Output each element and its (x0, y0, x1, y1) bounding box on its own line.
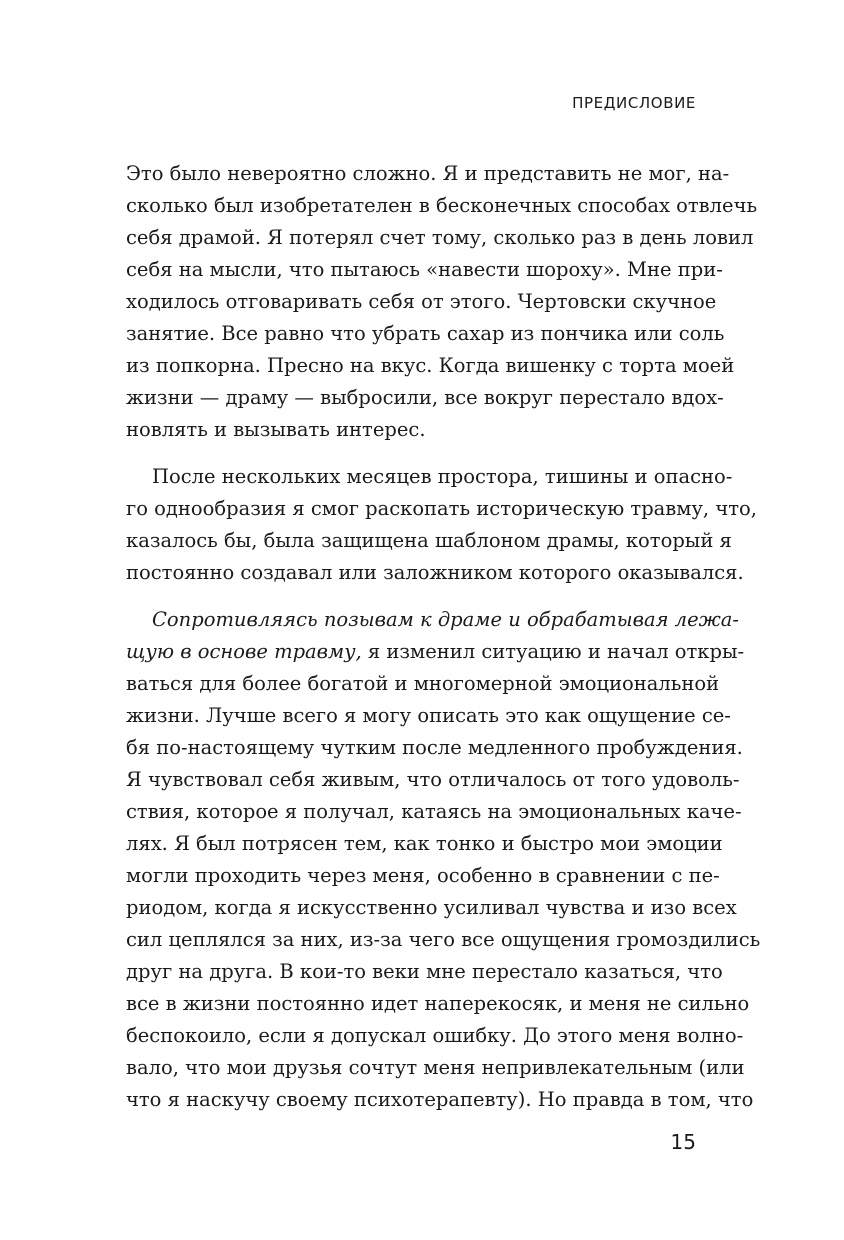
text-line: ствия, которое я получал, катаясь на эмоциональных каче- (126, 800, 742, 823)
text-line: ваться для более богатой и многомерной эмоциональной (126, 672, 720, 695)
text-line: жизни. Лучше всего я могу описать это как ощущение се- (126, 704, 731, 727)
text-line: Это было невероятно сложно. Я и представить не мог, на- (126, 162, 730, 185)
text-line: что я наскучу своему психотерапевту). Но правда в том, что (126, 1088, 754, 1111)
text-line: ходилось отговаривать себя от этого. Чертовски скучное (126, 290, 717, 313)
text-line: занятие. Все равно что убрать сахар из пончика или соль (126, 322, 725, 345)
text-line: все в жизни постоянно идет наперекосяк, и меня не сильно (126, 992, 750, 1015)
text-line: жизни — драму — выбросили, все вокруг перестало вдох- (126, 386, 724, 409)
running-header: ПРЕДИСЛОВИЕ (572, 94, 696, 112)
text-line: бя по-настоящему чутким после медленного пробуждения. (126, 736, 743, 759)
text-line: друг на друга. В кои-то веки мне перестало казаться, что (126, 960, 723, 983)
paragraph-1 (126, 158, 758, 446)
text-line: из попкорна. Пресно на вкус. Когда вишенку с торта моей (126, 354, 735, 377)
text-line: себя драмой. Я потерял счет тому, сколько раз в день ловил (126, 226, 754, 249)
text-line: лях. Я был потрясен тем, как тонко и быстро мои эмоции (126, 832, 723, 855)
text-line: новлять и вызывать интерес. (126, 418, 426, 441)
paragraph-2 (126, 461, 757, 589)
text-line: После нескольких месяцев простора, тишины и опасно- (152, 465, 733, 488)
page-number: 15 (670, 1130, 696, 1154)
text-line: риодом, когда я искусственно усиливал чувства и изо всех (126, 896, 737, 919)
text-line: постоянно создавал или заложником которого оказывался. (126, 561, 744, 584)
paragraph-3 (126, 604, 761, 1116)
text-line: го однообразия я смог раскопать историческую травму, что, (126, 497, 757, 520)
text-line: Я чувствовал себя живым, что отличалось от того удоволь- (126, 768, 740, 791)
text-line: вало, что мои друзья сочтут меня непривлекательным (или (126, 1056, 745, 1079)
italic-phrase: щую в основе травму, (126, 640, 362, 663)
text-line: себя на мысли, что пытаюсь «навести шороху». Мне при- (126, 258, 723, 281)
text-line: сколько был изобретателен в бесконечных способах отвлечь (126, 194, 758, 217)
text-line: могли проходить через меня, особенно в сравнении с пе- (126, 864, 720, 887)
mixed-text-line (126, 636, 745, 668)
text-run: я изменил ситуацию и начал откры- (361, 640, 745, 663)
text-line: казалось бы, была защищена шаблоном драмы, который я (126, 529, 732, 552)
text-line: беспокоило, если я допускал ошибку. До этого меня волно- (126, 1024, 744, 1047)
text-line: сил цеплялся за них, из-за чего все ощущения громоздились (126, 928, 761, 951)
body-text (126, 158, 761, 1116)
italic-text-line: Сопротивляясь позывам к драме и обрабатывая лежа- (152, 608, 740, 631)
